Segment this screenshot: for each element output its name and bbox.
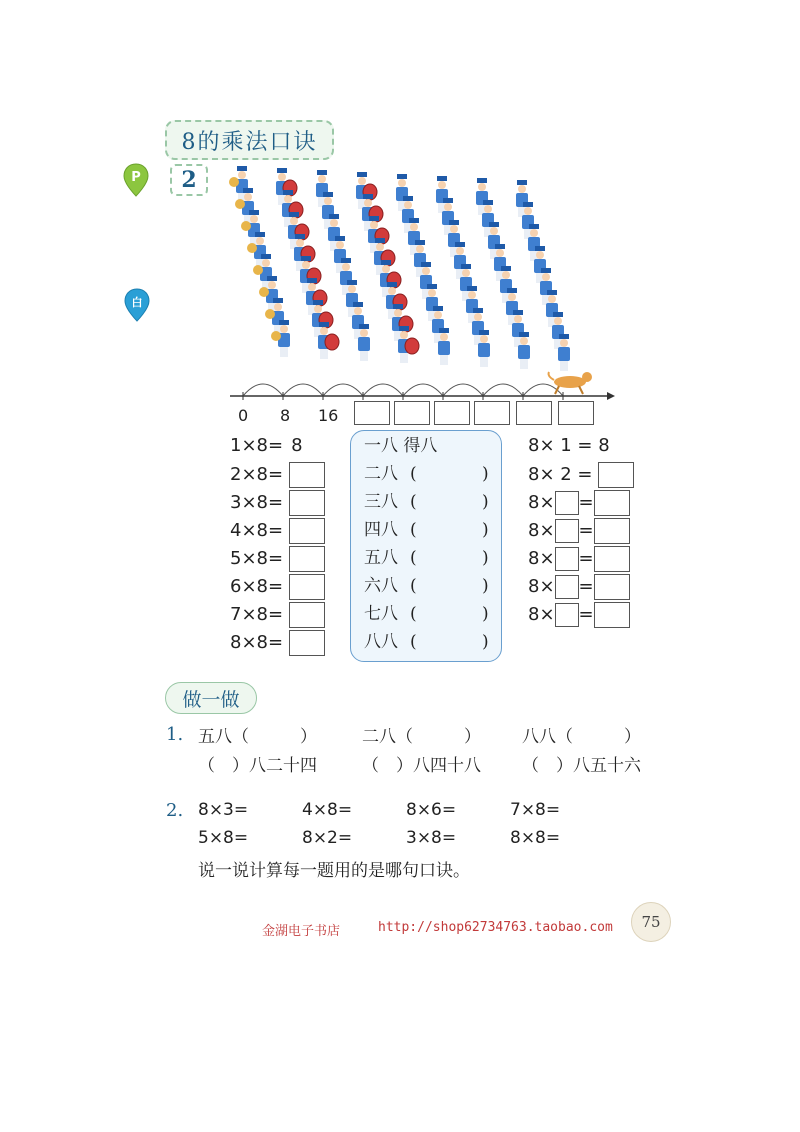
page-number: 75	[631, 902, 671, 942]
equation-row-right: 8× =	[528, 574, 630, 598]
koujue-line[interactable]: 七八 ( )	[364, 604, 489, 624]
camera-marker-icon	[124, 288, 150, 322]
number-line-blank[interactable]	[434, 401, 470, 425]
svg-text:白: 白	[131, 296, 143, 309]
q1-item[interactable]: 二八（ ）	[362, 727, 481, 747]
answer-box[interactable]	[289, 490, 325, 516]
equation-row: 2×8=	[230, 462, 325, 486]
q2-instruction: 说一说计算每一题用的是哪句口诀。	[198, 861, 470, 881]
q1-item[interactable]: 五八（ ）	[198, 727, 317, 747]
number-line-blank[interactable]	[516, 401, 552, 425]
equation-row: 1×8= 8	[230, 435, 303, 456]
answer-box[interactable]	[594, 518, 630, 544]
number-line	[225, 368, 615, 402]
number-line-label: 0	[238, 406, 249, 425]
equation-row-right: 8× =	[528, 546, 630, 570]
dog-icon	[549, 372, 592, 394]
equation-row-right: 8× 1 = 8	[528, 435, 610, 456]
answer-box[interactable]	[594, 490, 630, 516]
factor-box[interactable]	[555, 603, 579, 627]
q1-item[interactable]: 八八（ ）	[522, 727, 641, 747]
number-line-label: 8	[280, 406, 291, 425]
q2-item: 4×8=	[302, 800, 353, 820]
answer-box[interactable]	[598, 462, 634, 488]
answer-box[interactable]	[594, 574, 630, 600]
equation-row: 4×8=	[230, 518, 325, 542]
answer-box[interactable]	[289, 546, 325, 572]
footer-shop: 金湖电子书店	[262, 924, 341, 939]
answer-box[interactable]	[289, 462, 325, 488]
equation-row: 7×8=	[230, 602, 325, 626]
answer-box[interactable]	[289, 574, 325, 600]
factor-box[interactable]	[555, 491, 579, 515]
factor-box[interactable]	[555, 519, 579, 543]
equation-row: 8×8=	[230, 630, 325, 654]
q2-item: 8×3=	[198, 800, 249, 820]
equation-row: 3×8=	[230, 490, 325, 514]
svg-text:P: P	[131, 170, 141, 185]
number-line-blank[interactable]	[474, 401, 510, 425]
q2-item: 8×2=	[302, 828, 353, 848]
question-number: 2.	[166, 800, 184, 821]
number-line-blank[interactable]	[354, 401, 390, 425]
equation-row-right: 8× =	[528, 518, 630, 542]
number-line-blank[interactable]	[558, 401, 594, 425]
footer-url[interactable]: http://shop62734763.taobao.com	[378, 920, 613, 935]
marching-band-illustration	[228, 158, 608, 394]
lesson-title: 8的乘法口诀	[165, 120, 334, 160]
koujue-line[interactable]: 四八 ( )	[364, 520, 489, 540]
example-number: 2	[170, 164, 208, 196]
q2-item: 5×8=	[198, 828, 249, 848]
factor-box[interactable]	[555, 575, 579, 599]
equation-row-right: 8× =	[528, 490, 630, 514]
answer-box[interactable]	[289, 518, 325, 544]
answer-box[interactable]	[594, 546, 630, 572]
q2-item: 3×8=	[406, 828, 457, 848]
question-number: 1.	[166, 724, 184, 745]
q1-item[interactable]: （ ）八四十八	[362, 756, 481, 776]
koujue-line[interactable]: 三八 ( )	[364, 492, 489, 512]
answer-box[interactable]	[289, 630, 325, 656]
factor-box[interactable]	[555, 547, 579, 571]
koujue-line[interactable]: 六八 ( )	[364, 576, 489, 596]
answer-box[interactable]	[594, 602, 630, 628]
number-line-blank[interactable]	[394, 401, 430, 425]
answer-box[interactable]	[289, 602, 325, 628]
q2-item: 8×6=	[406, 800, 457, 820]
equation-row: 5×8=	[230, 546, 325, 570]
koujue-line: 一八 得八	[364, 436, 438, 456]
equation-row: 6×8=	[230, 574, 325, 598]
practice-heading: 做一做	[165, 682, 257, 714]
equation-row-right: 8× =	[528, 602, 630, 626]
q2-item: 8×8=	[510, 828, 561, 848]
q1-item[interactable]: （ ）八五十六	[522, 756, 641, 776]
q2-item: 7×8=	[510, 800, 561, 820]
q1-item[interactable]: （ ）八二十四	[198, 756, 317, 776]
equation-row-right: 8× 2 =	[528, 462, 634, 486]
koujue-line[interactable]: 五八 ( )	[364, 548, 489, 568]
koujue-line[interactable]: 八八 ( )	[364, 632, 489, 652]
p-marker-icon	[123, 163, 149, 197]
koujue-line[interactable]: 二八 ( )	[364, 464, 489, 484]
number-line-label: 16	[318, 406, 339, 425]
